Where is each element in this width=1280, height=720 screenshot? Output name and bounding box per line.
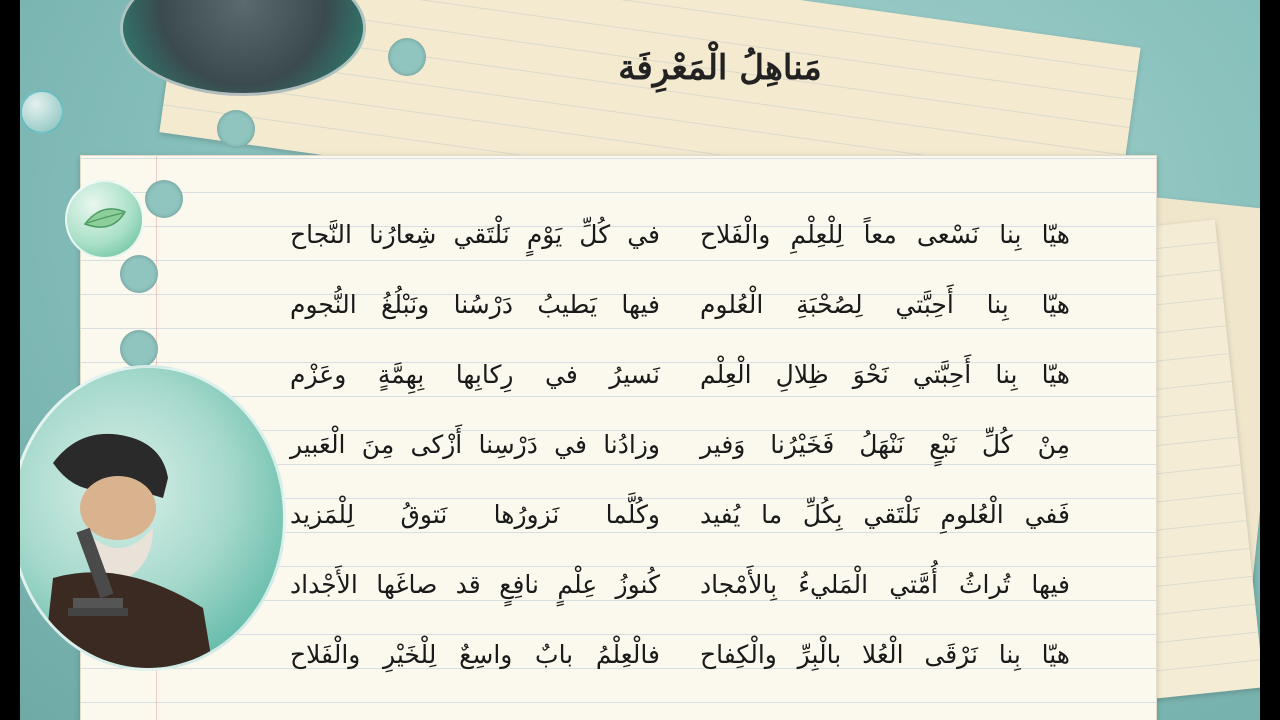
verse-row (270, 360, 1070, 400)
notebook-hole (120, 255, 158, 293)
verse-second-half: كُنوزُ عِلْمٍ نافِعٍ قد صاغَها الأَجْداد (290, 570, 660, 599)
leaf-bubble (65, 180, 144, 259)
verse-first-half: فَفي الْعُلومِ نَلْتَقي بِكُلِّ ما يُفيد (700, 500, 1070, 529)
notebook-hole (388, 38, 426, 76)
verse-second-half: وزادُنا في دَرْسِنا أَزْكى مِنَ الْعَبير (290, 430, 660, 459)
verse-second-half: وكُلَّما نَزورُها نَتوقُ لِلْمَزيد (290, 500, 660, 529)
verse-row (270, 220, 1070, 260)
verse-first-half: مِنْ كُلِّ نَبْعٍ نَنْهَلُ فَخَيْرُنا وَفير (700, 430, 1070, 459)
notebook-hole (217, 110, 255, 148)
verse-row (270, 640, 1070, 680)
verse-second-half: فالْعِلْمُ بابٌ واسِعٌ لِلْخَيْرِ والْفَلاح (290, 640, 660, 669)
verse-second-half: فيها يَطيبُ دَرْسُنا ونَبْلُغُ النُّجوم (290, 290, 660, 319)
verse-first-half: هيّا بِنا نَرْقَى الْعُلا بالْبِرِّ والْكِفاح (700, 640, 1070, 669)
verse-row (270, 290, 1070, 330)
verse-row (270, 500, 1070, 540)
scientist-microscope-bubble (20, 365, 286, 671)
verse-row (270, 430, 1070, 470)
verse-second-half: في كُلِّ يَوْمٍ نَلْتَقي شِعارُنا النَّجاح (290, 220, 660, 249)
notebook-hole (145, 180, 183, 218)
verse-first-half: فيها تُراثُ أُمَّتي الْمَليءُ بِالأَمْجاد (700, 570, 1070, 599)
scientist-with-microscope-icon (20, 368, 283, 668)
decorative-bubble (20, 90, 64, 134)
verse-first-half: هيّا بِنا نَسْعى معاً لِلْعِلْمِ والْفَلاح (700, 220, 1070, 249)
verse-first-half: هيّا بِنا أَحِبَّتي نَحْوَ ظِلالِ الْعِلْم (700, 360, 1070, 389)
poem-title: مَناهِلُ الْمَعْرِفَة (618, 48, 822, 88)
verse-first-half: هيّا بِنا أَحِبَّتي لِصُحْبَةِ الْعُلوم (700, 290, 1070, 319)
verse-row (270, 570, 1070, 610)
verse-second-half: نَسيرُ في رِكابِها بِهِمَّةٍ وعَزْم (290, 360, 660, 389)
leaf-icon (67, 182, 142, 257)
notebook-hole (120, 330, 158, 368)
